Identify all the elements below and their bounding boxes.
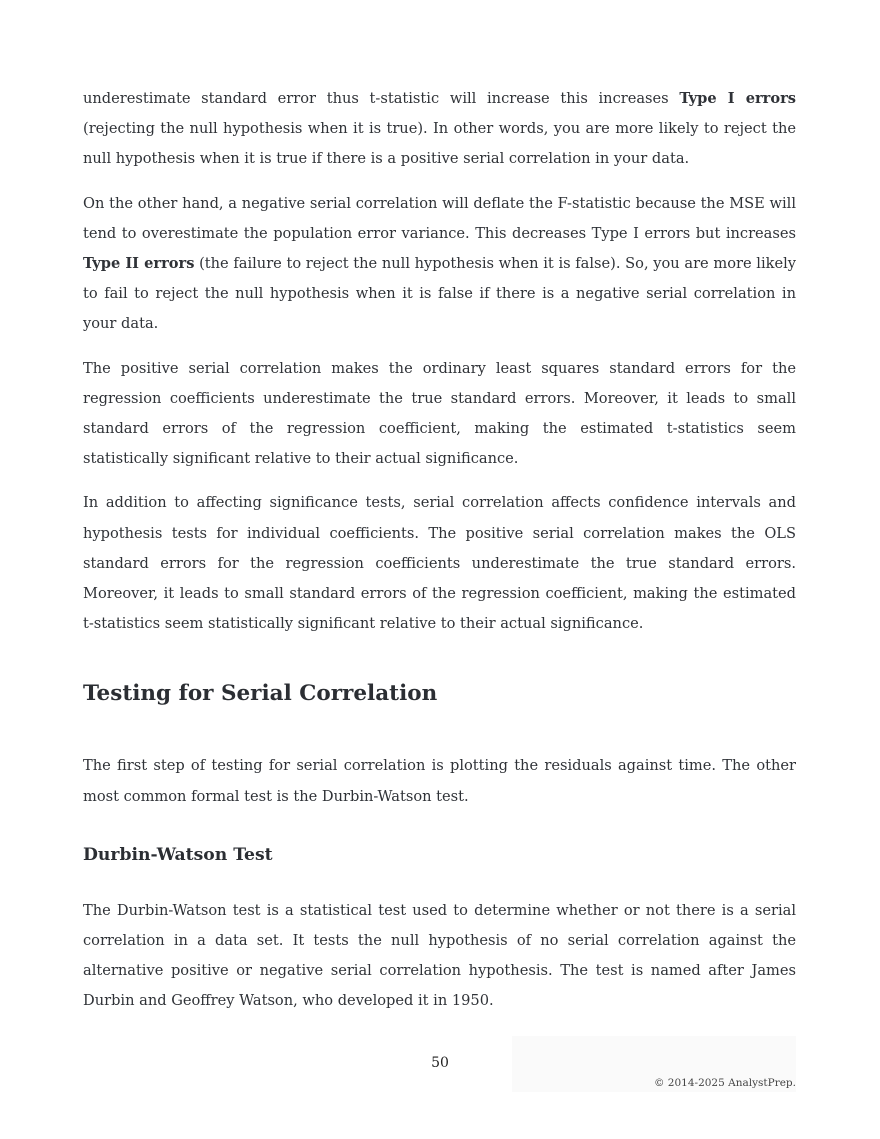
- paragraph-type-ii-errors: [83, 189, 796, 340]
- text: On the other hand, a negative serial correlation will deflate the F-statistic because the MSE will tend to overestimate the population error variance. This decreases Type I errors but increases: [83, 194, 796, 242]
- paragraph-durbin-watson: The Durbin-Watson test is a statistical test used to determine whether or not there is a serial correlation in a data set. It tests the null hypothesis of no serial correlation against the alternative positive or negative serial correlation hypothesis. The test is named after James Durbin and Geoffrey Watson, who developed it in 1950.: [83, 901, 796, 1010]
- paragraph-significance-tests: In addition to affecting significance tests, serial correlation affects confidence intervals and hypothesis tests for individual coefficients. The positive serial correlation makes the OLS standard errors for the regression coefficients underestimate the true standard errors. Moreover, it leads to small standard errors of the regression coefficient, making the estimated t-statistics seem statistically significant relative to their actual significance.: [83, 494, 796, 633]
- paragraph-testing-intro: The first step of testing for serial correlation is plotting the residuals against time. The other most common formal test is the Durbin-Watson test.: [83, 757, 796, 805]
- text: underestimate standard error thus t-statistic will increase this increases: [83, 90, 680, 107]
- text: (the failure to reject the null hypothesis when it is false). So, you are more likely to fail to reject the null hypothesis when it is false if there is a negative serial correlation in your data.: [83, 255, 797, 333]
- copyright-notice: © 2014-2025 AnalystPrep.: [653, 1077, 796, 1089]
- text: (rejecting the null hypothesis when it is true). In other words, you are more likely to reject the null hypothesis when it is true if there is a positive serial correlation in your data.: [83, 120, 796, 168]
- subsection-heading: Durbin-Watson Test: [83, 844, 273, 865]
- paragraph-type-i-errors: [83, 84, 796, 175]
- paragraph-ols-standard-errors: The positive serial correlation makes the ordinary least squares standard errors for the regression coefficients underestimate the true standard errors. Moreover, it leads to small standard errors of the regression coefficient, making the estimated t-statistics seem statistically significant relative to their actual significance.: [83, 359, 796, 468]
- bold-term-type-i-errors: Type I errors: [679, 90, 797, 107]
- page-number: 50: [431, 1055, 449, 1071]
- page-content: [83, 84, 796, 1031]
- section-heading: Testing for Serial Correlation: [83, 681, 438, 707]
- bold-term-type-ii-errors: Type II errors: [83, 255, 195, 273]
